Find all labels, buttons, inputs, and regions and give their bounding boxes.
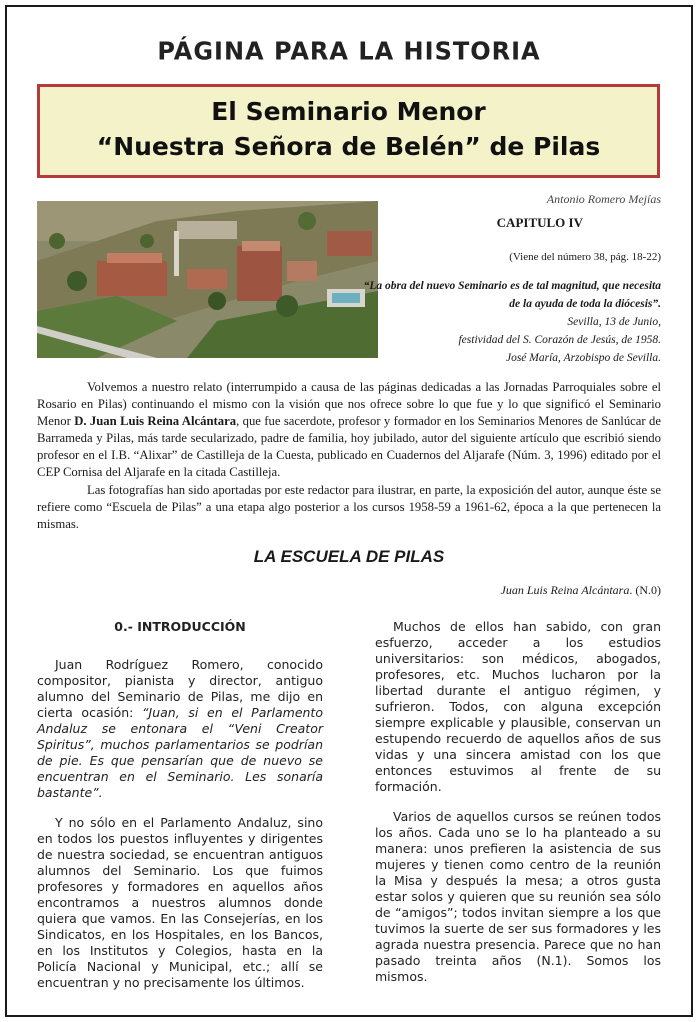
epigraph-line2: festividad del S. Corazón de Jesús, de 1958. bbox=[458, 334, 661, 346]
column-left bbox=[37, 619, 323, 1005]
article-title-box bbox=[37, 84, 660, 178]
column-right bbox=[375, 619, 661, 999]
intro-heading: 0.- INTRODUCCIÓN bbox=[114, 619, 246, 634]
author-signature: Antonio Romero Mejías bbox=[546, 192, 661, 206]
epigraph-text: “La obra del nuevo Seminario es de tal magnitud, que necesita de la ayuda de toda la diócesis”. bbox=[363, 280, 661, 310]
author-name: D. Juan Luis Reina Alcántara bbox=[74, 414, 237, 428]
column-left-paragraph-2: Y no sólo en el Parlamento Andaluz, sino en todos los puestos influyentes y dirigentes de nuestra sociedad, se encuentran antiguos alumnos del Seminario. Los que fuimos profesores y formadores en aquellos años encontramos a nuestros alumnos donde quiera que vamos. En las Consejerías, en los Sindicatos, en los Hospitales, en los Bancos, en los Institutos y Colegios, hasta en la Policía Nacional y Municipal, etc.; allí se encuentran y no precisamente los últimos. bbox=[37, 815, 323, 990]
continued-note: (Viene del número 38, pág. 18-22) bbox=[509, 251, 661, 263]
byline: Juan Luis Reina Alcántara. (N.0) bbox=[500, 583, 661, 597]
aerial-photo bbox=[37, 201, 378, 358]
intro-paragraph-2: Las fotografías han sido aportadas por este redactor para ilustrar, en parte, la exposición del autor, aunque éste se refiere como “Escuela de Pilas” a una etapa algo posterior a los cursos 1958-59 a 1961-62, época a la que pertenecen la mismas. bbox=[37, 483, 661, 531]
aerial-photo-image bbox=[37, 201, 378, 358]
epigraph-line1: Sevilla, 13 de Junio, bbox=[567, 316, 661, 328]
subheading: LA ESCUELA DE PILAS bbox=[253, 547, 445, 566]
epigraph-line3: José María, Arzobispo de Sevilla. bbox=[505, 352, 661, 364]
chapter-label: CAPITULO IV bbox=[496, 215, 583, 230]
column-right-paragraph-1: Muchos de ellos han sabido, con gran esfuerzo, acceder a los estudios universitarios: son médicos, abogados, profesores, etc. Muchos lucharon por la libertad durante el antiguo régimen, y sufrieron. Todos, con alguna excepción siempre explicable y plausible, conservan un estupendo recuerdo de aquellos años de sus vidas y una sincera amistad con los que entonces estuvimos al frente de su formación. bbox=[375, 619, 661, 794]
section-title: PÁGINA PARA LA HISTORIA bbox=[157, 36, 541, 66]
intro-paragraph-1: Volvemos a nuestro relato (interrumpido a causa de las páginas dedicadas a las Jornadas Parroquiales sobre el Rosario en Pilas) continuando el mismo con la visión que nos ofrece sobre lo que fue y lo que significó el Seminario Menor D. Juan Luis Reina Alcántara, que fue sacerdote, profesor y formador en los Seminarios Menores de Sanlúcar de Barrameda y Pilas, más tarde secularizado, padre de familia, hoy jubilado, autor del siguiente artículo que escribió siendo profesor en el I.B. “Alixar” de Castilleja de la Cuesta, publicado en Cuadernos del Aljarafe (Núm. 3, 1996) editado por el CEP Cornisa del Aljarafe en la citada Castilleja. bbox=[37, 380, 661, 479]
column-left-paragraph-1: Juan Rodríguez Romero, conocido compositor, pianista y director, antiguo alumno del Seminario de Pilas, me dijo en cierta ocasión: “Juan, si en el Parlamento Andaluz se entonara el “Veni Creator Spiritus”, muchos parlamentarios se podrían de pie. Es que pensarían que de nuevo se encuentran en el Seminario. Les sonaría bastante”. bbox=[37, 657, 323, 800]
article-title-line2: “Nuestra Señora de Belén” de Pilas bbox=[96, 132, 601, 161]
article-title-line1: El Seminario Menor bbox=[211, 97, 486, 126]
epigraph bbox=[361, 277, 661, 367]
column-right-paragraph-2: Varios de aquellos cursos se reúnen todos los años. Cada uno se lo ha planteado a su manera: unos prefieren la asistencia de sus mujeres y tienen como centro de la reunión la Misa y después la mesa; a otros gusta estar solos y quieren que su reunión sea sólo de “amigos”; todos invitan siempre a los que tuvimos la suerte de ser sus formadores y les agrada nuestra presencia. Parece que no han pasado treinta años (N.1). Somos los mismos. bbox=[375, 809, 661, 984]
page-frame bbox=[5, 5, 693, 1017]
